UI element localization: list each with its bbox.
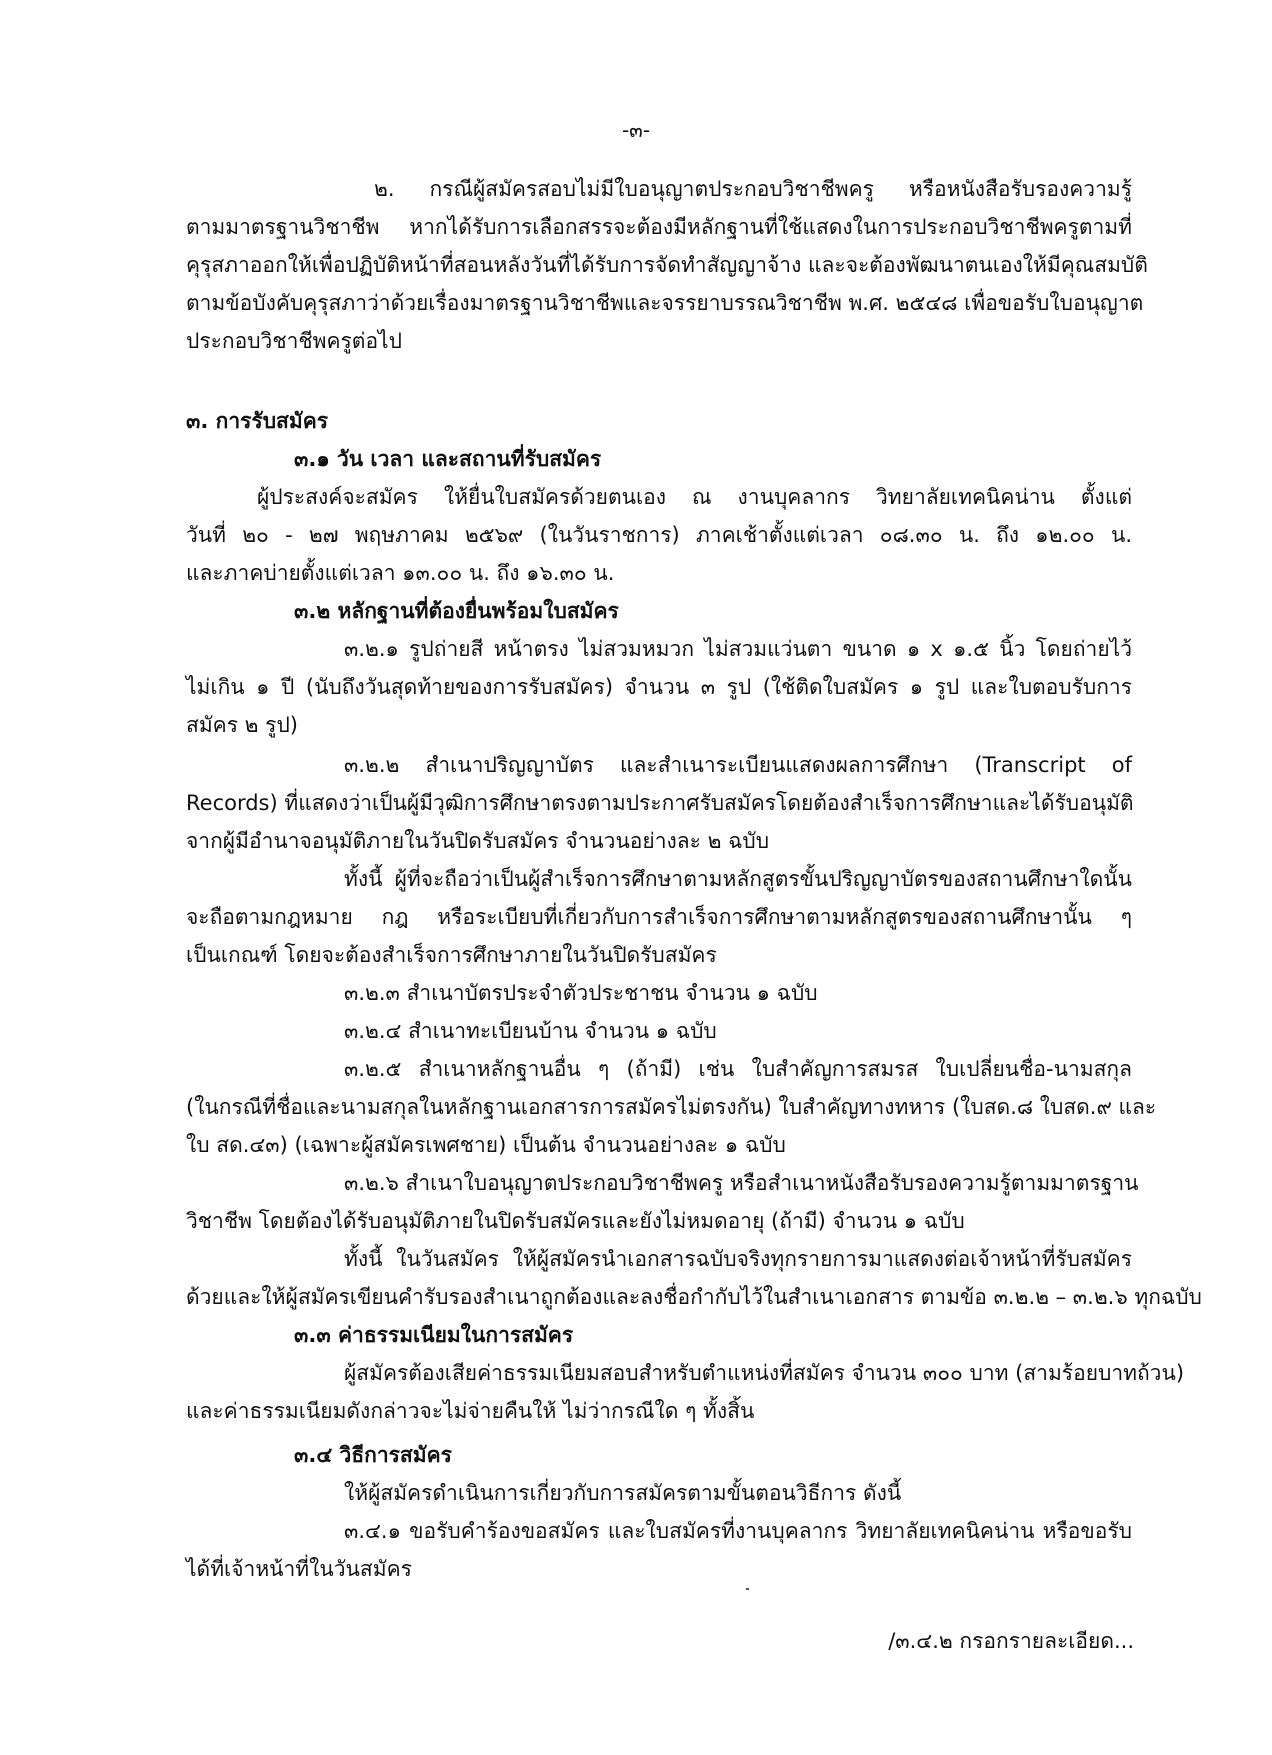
paragraph-line: ตามข้อบังคับคุรุสภาว่าด้วยเรื่องมาตรฐานวิชาชีพและจรรยาบรรณวิชาชีพ พ.ศ. ๒๕๔๘ เพื่อขอรับใบอนุญาต xyxy=(186,291,1144,315)
list-item-line: จากผู้มีอำนาจอนุมัติภายในวันปิดรับสมัคร จำนวนอย่างละ ๒ ฉบับ xyxy=(186,829,770,853)
paragraph-line: จะถือตามกฎหมาย กฎ หรือระเบียบที่เกี่ยวกับการสำเร็จการศึกษาตามหลักสูตรของสถานศึกษานั้น ๆ xyxy=(186,905,1132,929)
continuation-note: /๓.๔.๒ กรอกรายละเอียด... xyxy=(888,1629,1134,1653)
list-item-line: สมัคร ๒ รูป) xyxy=(186,713,298,737)
paragraph-line: ประกอบวิชาชีพครูต่อไป xyxy=(186,329,402,353)
subsection-heading: ๓.๔ วิธีการสมัคร xyxy=(294,1443,452,1467)
subsection-heading: ๓.๑ วัน เวลา และสถานที่รับสมัคร xyxy=(294,447,602,471)
paragraph-line: เป็นเกณฑ์ โดยจะต้องสำเร็จการศึกษาภายในวันปิดรับสมัคร xyxy=(186,943,717,967)
list-item-line: ๓.๒.๔ สำเนาทะเบียนบ้าน จำนวน ๑ ฉบับ xyxy=(344,1019,717,1043)
list-item-line: ๓.๒.๕ สำเนาหลักฐานอื่น ๆ (ถ้ามี) เช่น ใบสำคัญการสมรส ใบเปลี่ยนชื่อ-นามสกุล xyxy=(344,1057,1132,1081)
list-item-line: ๓.๒.๒ สำเนาปริญญาบัตร และสำเนาระเบียนแสดงผลการศึกษา (Transcript of xyxy=(344,753,1132,777)
list-item-line: วิชาชีพ โดยต้องได้รับอนุมัติภายในปิดรับสมัครและยังไม่หมดอายุ (ถ้ามี) จำนวน ๑ ฉบับ xyxy=(186,1209,965,1233)
paragraph-line: ผู้ประสงค์จะสมัคร ให้ยื่นใบสมัครด้วยตนเอง ณ งานบุคลากร วิทยาลัยเทคนิคน่าน ตั้งแต่ xyxy=(257,485,1132,509)
paragraph-line: วันที่ ๒๐ - ๒๗ พฤษภาคม ๒๕๖๙ (ในวันราชการ) ภาคเช้าตั้งแต่เวลา ๐๘.๓๐ น. ถึง ๑๒.๐๐ น. xyxy=(186,523,1132,547)
list-item-line: ๓.๔.๑ ขอรับคำร้องขอสมัคร และใบสมัครที่งานบุคลากร วิทยาลัยเทคนิคน่าน หรือขอรับ xyxy=(344,1519,1132,1543)
list-item-line: (ในกรณีที่ชื่อและนามสกุลในหลักฐานเอกสารการสมัครไม่ตรงกัน) ใบสำคัญทางทหาร (ใบสด.๘ ใบสด.๙ และ xyxy=(186,1095,1157,1119)
page-number: -๓- xyxy=(621,118,651,142)
paragraph-line: ๒. กรณีผู้สมัครสอบไม่มีใบอนุญาตประกอบวิชาชีพครู หรือหนังสือรับรองความรู้ xyxy=(374,177,1132,201)
list-item-line: ๓.๒.๑ รูปถ่ายสี หน้าตรง ไม่สวมหมวก ไม่สวมแว่นตา ขนาด ๑ x ๑.๕ นิ้ว โดยถ่ายไว้ xyxy=(344,637,1132,661)
list-item-line: ใบ สด.๔๓) (เฉพาะผู้สมัครเพศชาย) เป็นต้น จำนวนอย่างละ ๑ ฉบับ xyxy=(186,1133,786,1157)
paragraph-line: และภาคบ่ายตั้งแต่เวลา ๑๓.๐๐ น. ถึง ๑๖.๓๐ น. xyxy=(186,561,615,585)
paragraph-line: ทั้งนี้ ในวันสมัคร ให้ผู้สมัครนำเอกสารฉบับจริงทุกรายการมาแสดงต่อเจ้าหน้าที่รับสมัคร xyxy=(344,1247,1132,1271)
list-item-line: ๓.๒.๖ สำเนาใบอนุญาตประกอบวิชาชีพครู หรือสำเนาหนังสือรับรองความรู้ตามมาตรฐาน xyxy=(344,1171,1139,1195)
scan-speck xyxy=(746,1588,749,1590)
paragraph-line: ผู้สมัครต้องเสียค่าธรรมเนียมสอบสำหรับตำแหน่งที่สมัคร จำนวน ๓๐๐ บาท (สามร้อยบาทถ้วน) xyxy=(344,1361,1185,1385)
paragraph-line: คุรุสภาออกให้เพื่อปฏิบัติหน้าที่สอนหลังวันที่ได้รับการจัดทำสัญญาจ้าง และจะต้องพัฒนาตนเองให้มีคุณสมบัติ xyxy=(186,253,1148,277)
paragraph-line: ทั้งนี้ ผู้ที่จะถือว่าเป็นผู้สำเร็จการศึกษาตามหลักสูตรขั้นปริญญาบัตรของสถานศึกษาใดนั้น xyxy=(344,867,1132,891)
list-item-line: Records) ที่แสดงว่าเป็นผู้มีวุฒิการศึกษาตรงตามประกาศรับสมัครโดยต้องสำเร็จการศึกษาและได้รับอนุมัติ xyxy=(186,791,1134,815)
subsection-heading: ๓.๓ ค่าธรรมเนียมในการสมัคร xyxy=(294,1323,574,1347)
paragraph-line: ให้ผู้สมัครดำเนินการเกี่ยวกับการสมัครตามขั้นตอนวิธีการ ดังนี้ xyxy=(344,1481,902,1505)
paragraph-line: ด้วยและให้ผู้สมัครเขียนคำรับรองสำเนาถูกต้องและลงชื่อกำกับไว้ในสำเนาเอกสาร ตามข้อ ๓.๒.๒ – ๓.๒.๖ ทุกฉบับ xyxy=(186,1285,1202,1309)
subsection-heading: ๓.๒ หลักฐานที่ต้องยื่นพร้อมใบสมัคร xyxy=(294,599,619,623)
list-item-line: ๓.๒.๓ สำเนาบัตรประจำตัวประชาชน จำนวน ๑ ฉบับ xyxy=(344,981,818,1005)
section-heading: ๓. การรับสมัคร xyxy=(186,409,329,433)
list-item-line: ได้ที่เจ้าหน้าที่ในวันสมัคร xyxy=(186,1557,412,1581)
paragraph-line: ตามมาตรฐานวิชาชีพ หากได้รับการเลือกสรรจะต้องมีหลักฐานที่ใช้แสดงในการประกอบวิชาชีพครูตามที่ xyxy=(186,215,1132,239)
paragraph-line: และค่าธรรมเนียมดังกล่าวจะไม่จ่ายคืนให้ ไม่ว่ากรณีใด ๆ ทั้งสิ้น xyxy=(186,1399,755,1423)
list-item-line: ไม่เกิน ๑ ปี (นับถึงวันสุดท้ายของการรับสมัคร) จำนวน ๓ รูป (ใช้ติดใบสมัคร ๑ รูป และใบตอบรับการ xyxy=(186,675,1132,699)
